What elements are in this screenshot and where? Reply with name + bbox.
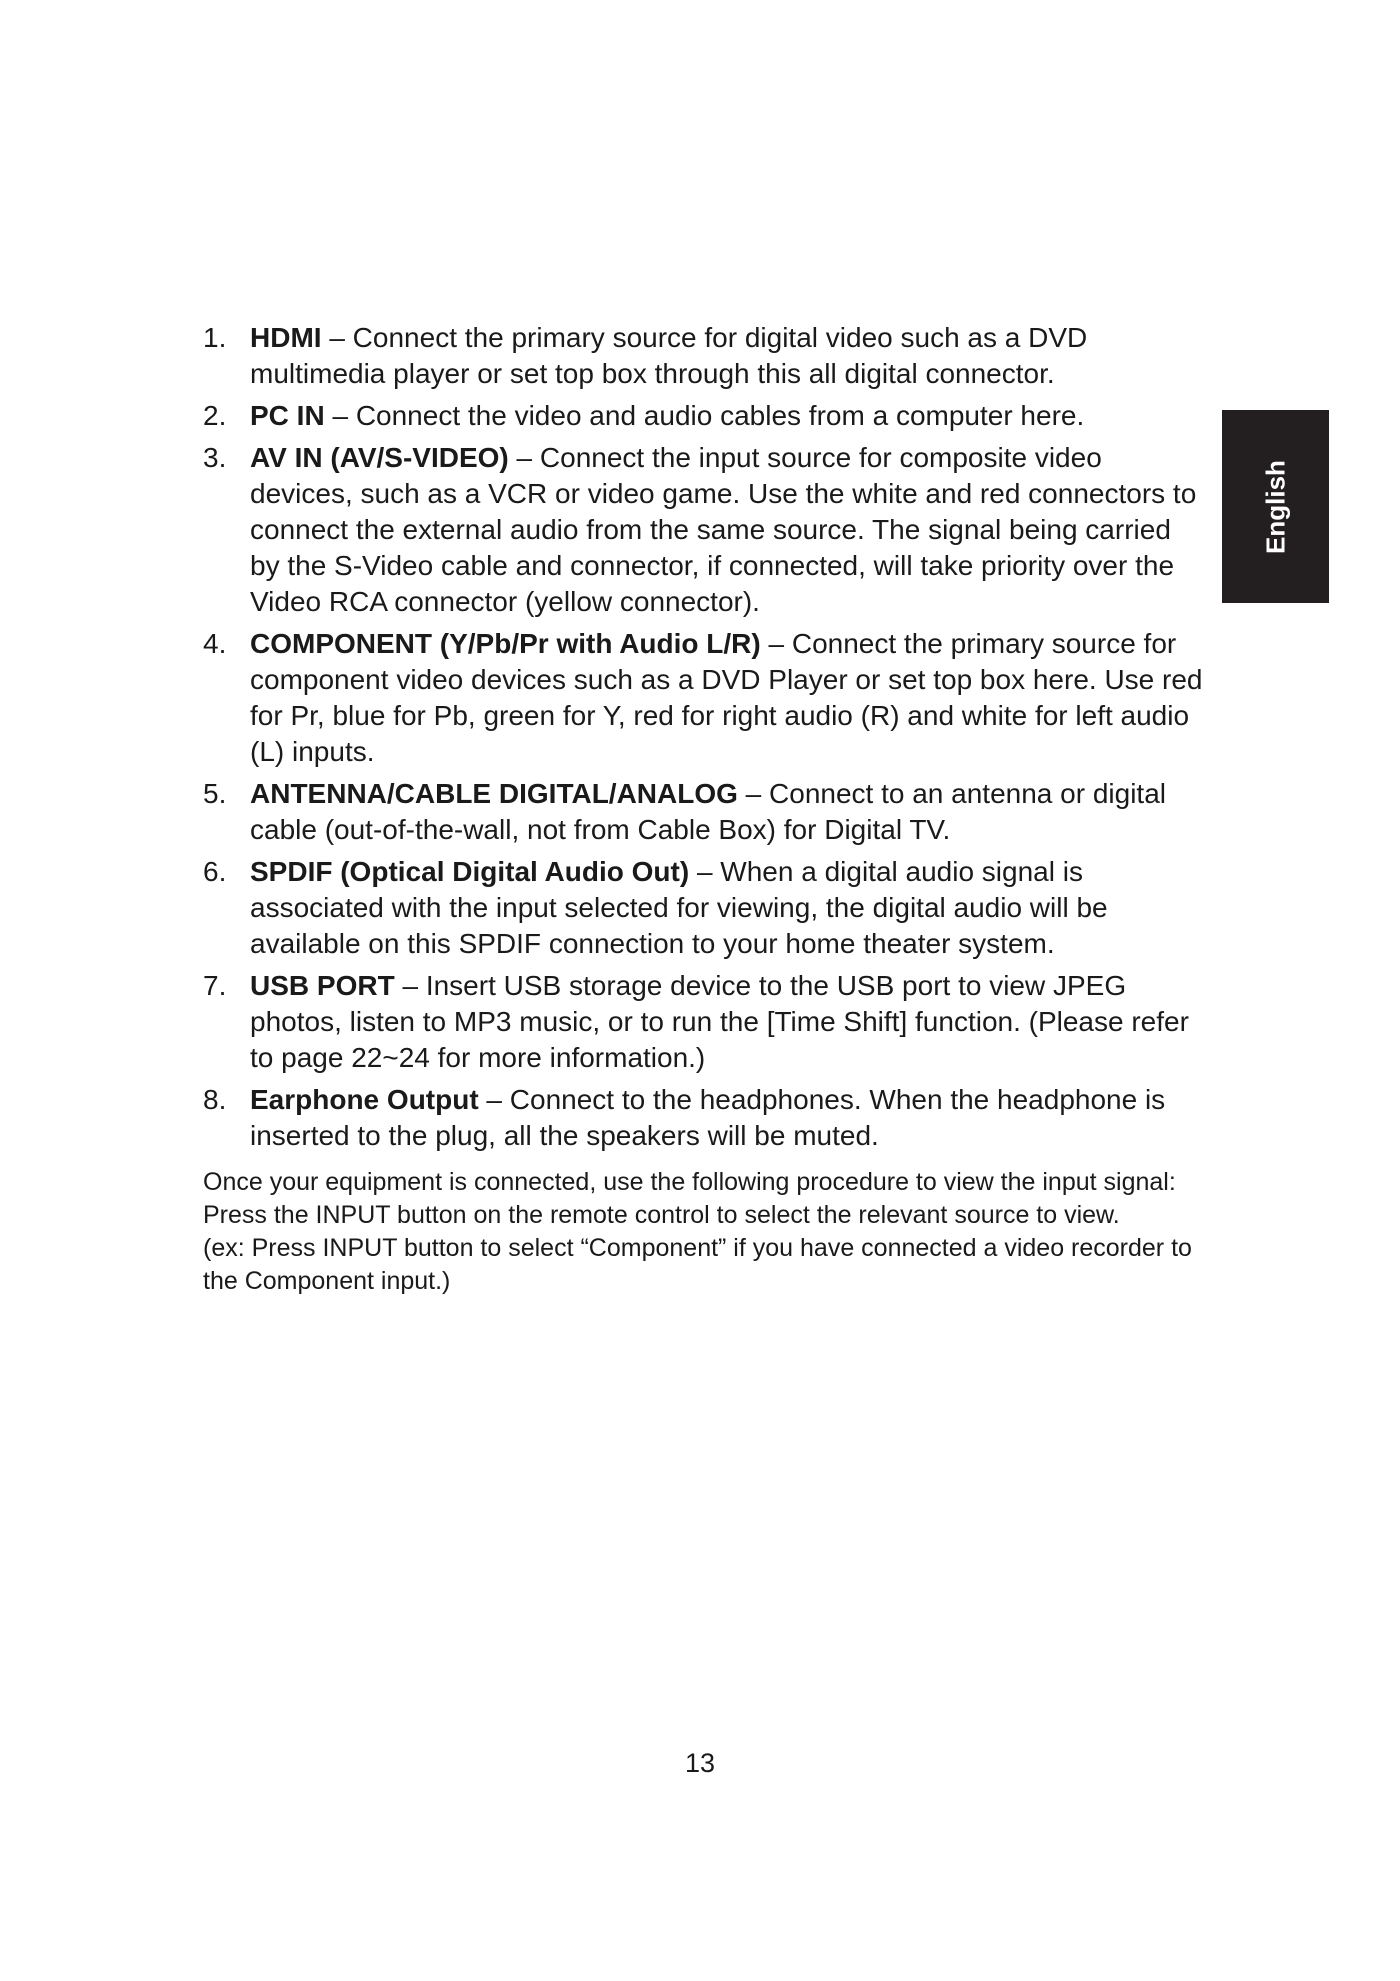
item-number: 2.: [203, 400, 227, 431]
list-item: [203, 968, 1203, 1076]
list-item: [203, 398, 1203, 434]
list-item: [203, 320, 1203, 392]
item-number: 4.: [203, 628, 227, 659]
note-line: (ex: Press INPUT button to select “Component” if you have connected a video recorder to the Component input.): [203, 1234, 1192, 1295]
item-text: – Connect the primary source for digital video such as a DVD multimedia player or set top box through this all digital connector.: [250, 322, 1088, 389]
page-number: 13: [684, 1748, 716, 1778]
item-term: AV IN (AV/S-VIDEO): [250, 442, 509, 473]
list-item: [203, 440, 1203, 620]
note-line: Press the INPUT button on the remote control to select the relevant source to view.: [203, 1201, 1120, 1229]
connection-list: [203, 320, 1203, 1160]
item-term: COMPONENT (Y/Pb/Pr with Audio L/R): [250, 628, 761, 659]
item-number: 6.: [203, 856, 227, 887]
item-text: – When a digital audio signal is associated with the input selected for viewing, the digital audio will be available on this SPDIF connection to your home theater system.: [250, 856, 1108, 959]
note-line: Once your equipment is connected, use the following procedure to view the input signal:: [203, 1168, 1176, 1196]
language-tab-label: English: [1260, 459, 1290, 554]
item-number: 8.: [203, 1084, 227, 1115]
item-term: USB PORT: [250, 970, 395, 1001]
procedure-note: [203, 1166, 1213, 1298]
item-number: 7.: [203, 970, 227, 1001]
item-term: SPDIF (Optical Digital Audio Out): [250, 856, 690, 887]
item-text: – Insert USB storage device to the USB port to view JPEG photos, listen to MP3 music, or to run the [Time Shift] function. (Please refer to page 22~24 for more information.): [250, 970, 1189, 1073]
item-term: ANTENNA/CABLE DIGITAL/ANALOG: [250, 778, 738, 809]
item-number: 5.: [203, 778, 227, 809]
item-number: 1.: [203, 322, 227, 353]
list-item: [203, 854, 1203, 962]
list-item: [203, 1082, 1203, 1154]
list-item: [203, 776, 1203, 848]
item-term: PC IN: [250, 400, 325, 431]
language-tab: [1222, 410, 1329, 603]
item-term: Earphone Output: [250, 1084, 479, 1115]
list-item: [203, 626, 1203, 770]
item-term: HDMI: [250, 322, 322, 353]
item-text: – Connect the video and audio cables from a computer here.: [324, 400, 1085, 431]
item-text: – Connect the input source for composite video devices, such as a VCR or video game. Use the white and red connectors to connect the external audio from the same source. The signal being carried by the S-Video cable and connector, if connected, will take priority over the Video RCA connector (yellow connector).: [250, 442, 1197, 617]
item-text: – Connect to the headphones. When the headphone is inserted to the plug, all the speakers will be muted.: [250, 1084, 1166, 1151]
item-text: – Connect the primary source for component video devices such as a DVD Player or set top box here. Use red for Pr, blue for Pb, green for Y, red for right audio (R) and white for left audio (L) inputs.: [250, 628, 1203, 767]
item-text: – Connect to an antenna or digital cable (out-of-the-wall, not from Cable Box) for Digital TV.: [250, 778, 1166, 845]
item-number: 3.: [203, 442, 227, 473]
